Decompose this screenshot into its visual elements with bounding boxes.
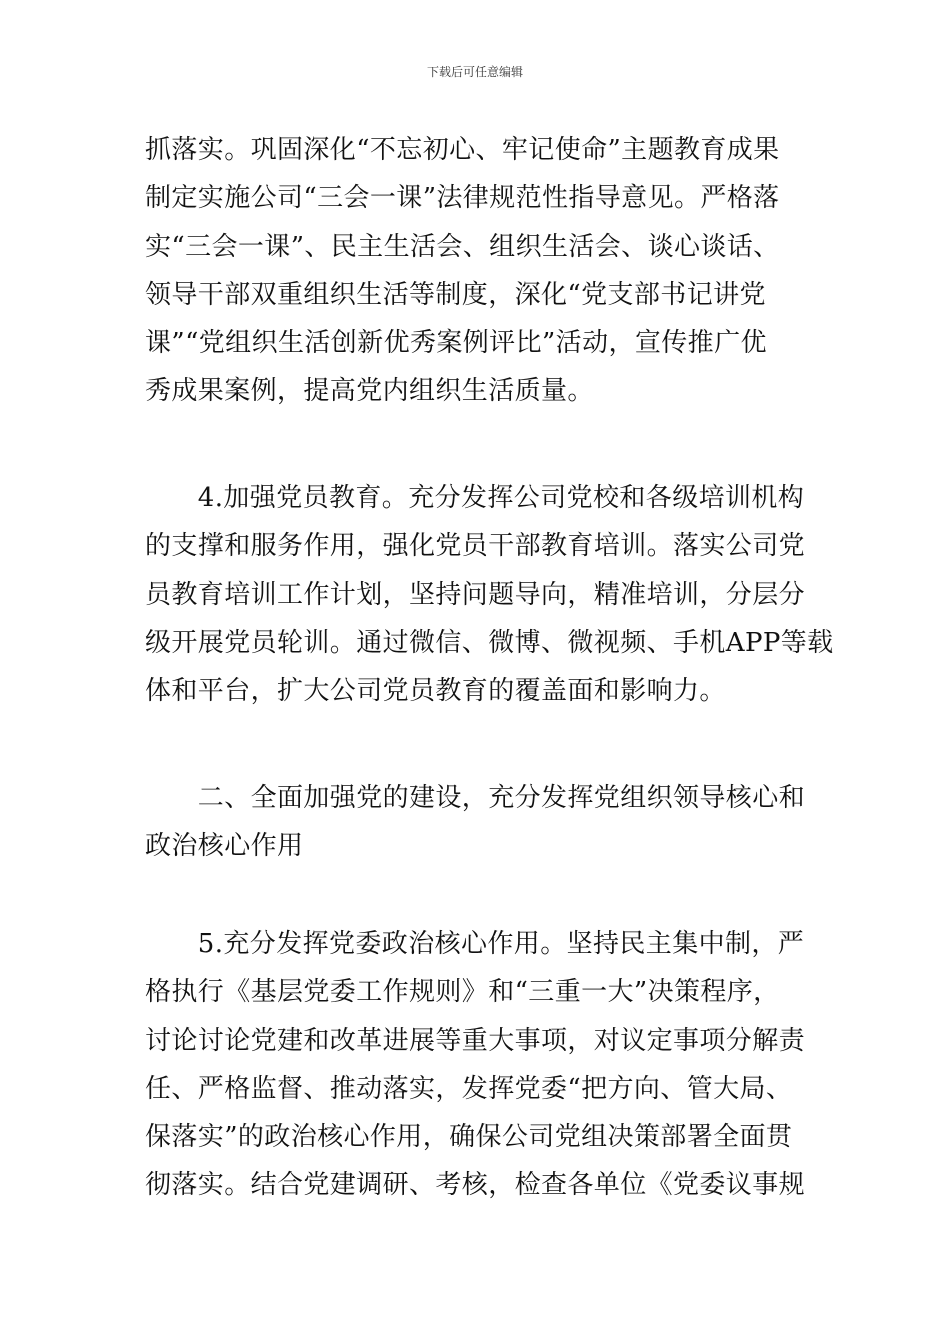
text-line: 级开展党员轮训。通过微信、微博、微视频、手机APP等载 <box>145 627 834 658</box>
text-line: 秀成果案例，提高党内组织生活质量。 <box>145 376 594 407</box>
text-line: 5.充分发挥党委政治核心作用。坚持民主集中制，严 <box>145 929 805 959</box>
text-line: 的支撑和服务作用，强化党员干部教育培训。落实公司党 <box>145 531 806 562</box>
text-line: 制定实施公司“三会一课”法律规范性指导意见。严格落 <box>145 183 780 214</box>
text-line: 课”“党组织生活创新优秀案例评比”活动，宣传推广优 <box>145 328 767 359</box>
text-line: 4.加强党员教育。充分发挥公司党校和各级培训机构 <box>145 483 805 513</box>
paragraph-4 <box>145 920 810 1210</box>
text-line: 保落实”的政治核心作用，确保公司党组决策部署全面贯 <box>145 1122 793 1153</box>
paragraph-2 <box>145 474 834 715</box>
text-line: 彻落实。结合党建调研、考核，检查各单位《党委议事规 <box>145 1170 806 1201</box>
text-line: 格执行《基层党委工作规则》和“三重一大”决策程序， <box>145 977 780 1008</box>
text-line: 员教育培训工作计划，坚持问题导向，精准培训，分层分 <box>145 579 806 610</box>
text-line: 二、全面加强党的建设，充分发挥党组织领导核心和 <box>145 783 806 813</box>
text-line: 讨论讨论党建和改革进展等重大事项，对议定事项分解责 <box>145 1025 806 1056</box>
paragraph-1 <box>145 126 810 416</box>
text-line: 实“三会一课”、民主生活会、组织生活会、谈心谈话、 <box>145 231 780 262</box>
text-line: 政治核心作用 <box>145 831 304 862</box>
text-line: 领导干部双重组织生活等制度，深化“党支部书记讲党 <box>145 279 766 310</box>
text-line: 抓落实。巩固深化“不忘初心、牢记使命”主题教育成果 <box>145 135 780 165</box>
text-line: 体和平台，扩大公司党员教育的覆盖面和影响力。 <box>145 676 726 707</box>
text-line: 任、严格监督、推动落实，发挥党委“把方向、管大局、 <box>145 1073 793 1104</box>
section-heading <box>145 774 810 871</box>
page-header: 下载后可任意编辑 <box>426 65 523 79</box>
